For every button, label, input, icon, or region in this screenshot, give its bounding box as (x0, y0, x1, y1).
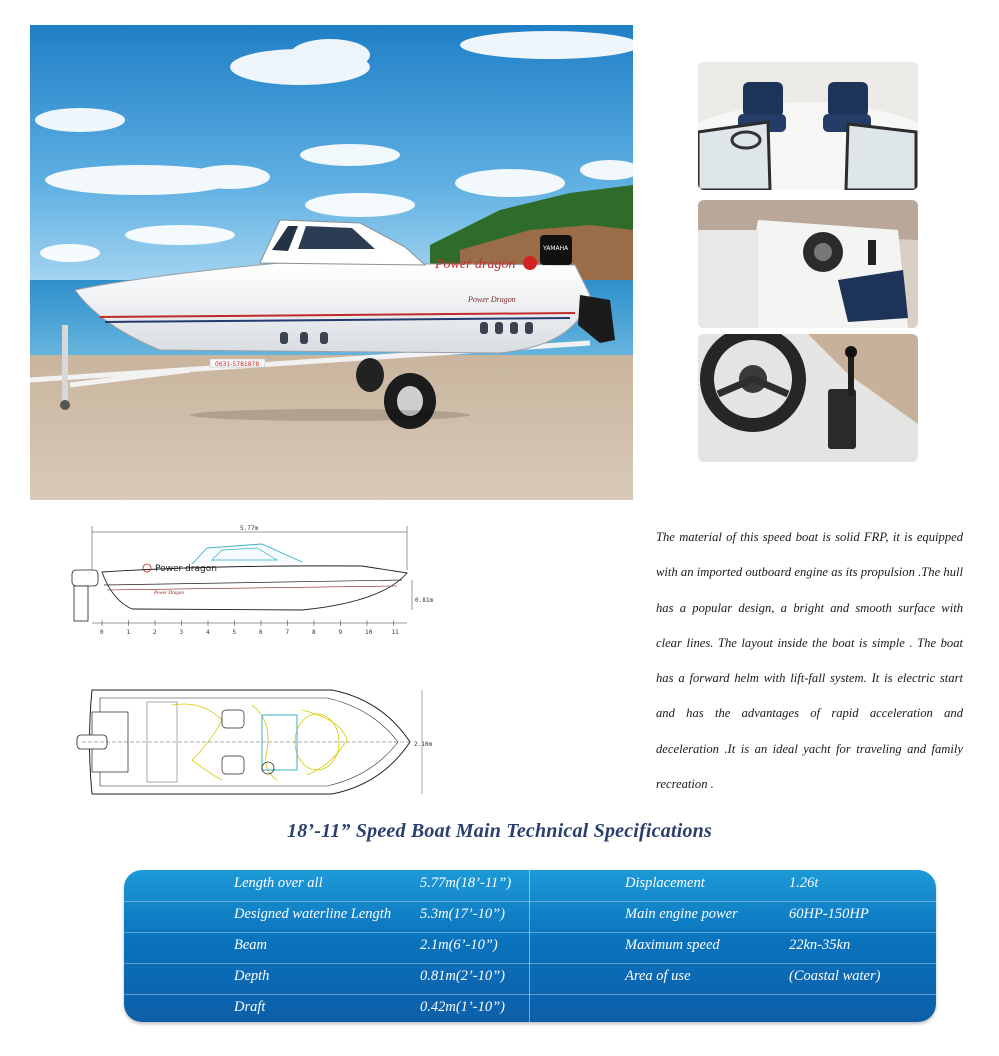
spec-label: Area of use (625, 968, 691, 984)
side-profile-drawing (62, 510, 440, 638)
drawing-brand-text: Power dragon (155, 564, 217, 574)
ruler-tick-label: 10 (365, 629, 373, 636)
spec-value: 22kn-35kn (789, 937, 851, 953)
spec-row (124, 901, 936, 933)
spec-row (124, 932, 936, 964)
spec-value: 60HP-150HP (789, 906, 869, 922)
boat-description: The material of this speed boat is solid FRP, it is equipped with an imported outboard engine as its propulsion .The hull has a popular design, a bright and smooth surface with clear lines. The layout inside the boat is simple . The boat has a forward helm with lift-fall system. It is electric start and has the advantages of rapid acceleration and deceleration .It is an ideal yacht for traveling and family recreation . (656, 530, 963, 792)
ruler-tick-label: 5 (232, 629, 237, 636)
thumbnail-cockpit-seats (698, 62, 918, 190)
hull-model-text: Power Dragon (468, 295, 516, 304)
ruler-tick-label: 1 (126, 629, 131, 636)
drawing-hull-text: Power Dragon (154, 591, 184, 596)
ruler-tick-label: 8 (312, 629, 316, 636)
spec-label: Displacement (625, 875, 705, 891)
spec-label: Main engine power (625, 906, 738, 922)
top-view-drawing (62, 680, 440, 805)
ruler-tick-label: 4 (206, 629, 210, 636)
spec-value: 1.26t (789, 875, 819, 891)
spec-value: 5.3m(17’-10”) (420, 906, 505, 922)
spec-label: Maximum speed (625, 937, 720, 953)
spec-label: Beam (234, 937, 268, 953)
ruler-tick-label: 9 (338, 629, 343, 636)
engine-brand-text: YAMAHA (543, 245, 569, 252)
spec-row (124, 963, 936, 995)
ruler-tick-label: 11 (391, 629, 399, 636)
trailer-phone-text: 0631-5781878 (215, 361, 260, 368)
spec-value: (Coastal water) (789, 968, 881, 984)
spec-label: Designed waterline Length (234, 906, 392, 922)
spec-value: 0.42m(1’-10”) (420, 999, 505, 1015)
spec-value: 5.77m(18’-11”) (420, 875, 512, 891)
spec-value: 0.81m(2’-10”) (420, 968, 505, 984)
beam-dimension-label: 2.10m (414, 741, 433, 748)
thumbnail-helm-steering (698, 200, 918, 328)
ruler-tick-label: 7 (285, 629, 290, 636)
spec-label: Draft (234, 999, 266, 1015)
hull-brand-text: Power dragon (435, 257, 516, 272)
spec-label: Depth (234, 968, 270, 984)
specifications-table (124, 870, 936, 1022)
spec-row (124, 994, 936, 1022)
spec-row (124, 870, 936, 902)
thumbnail-steering-throttle (698, 334, 918, 462)
ruler-tick-label: 3 (179, 629, 184, 636)
ruler-tick-label: 6 (259, 629, 263, 636)
specifications-title: 18’-11” Speed Boat Main Technical Specifications (287, 820, 712, 842)
spec-value: 2.1m(6’-10”) (420, 937, 498, 953)
hero-boat-photo (30, 25, 633, 500)
length-dimension-label: 5.77m (240, 525, 259, 532)
spec-label: Length over all (234, 875, 323, 891)
height-dimension-label: 0.81m (415, 597, 434, 604)
ruler-tick-label: 2 (153, 629, 157, 636)
ruler-tick-label: 0 (100, 629, 104, 636)
